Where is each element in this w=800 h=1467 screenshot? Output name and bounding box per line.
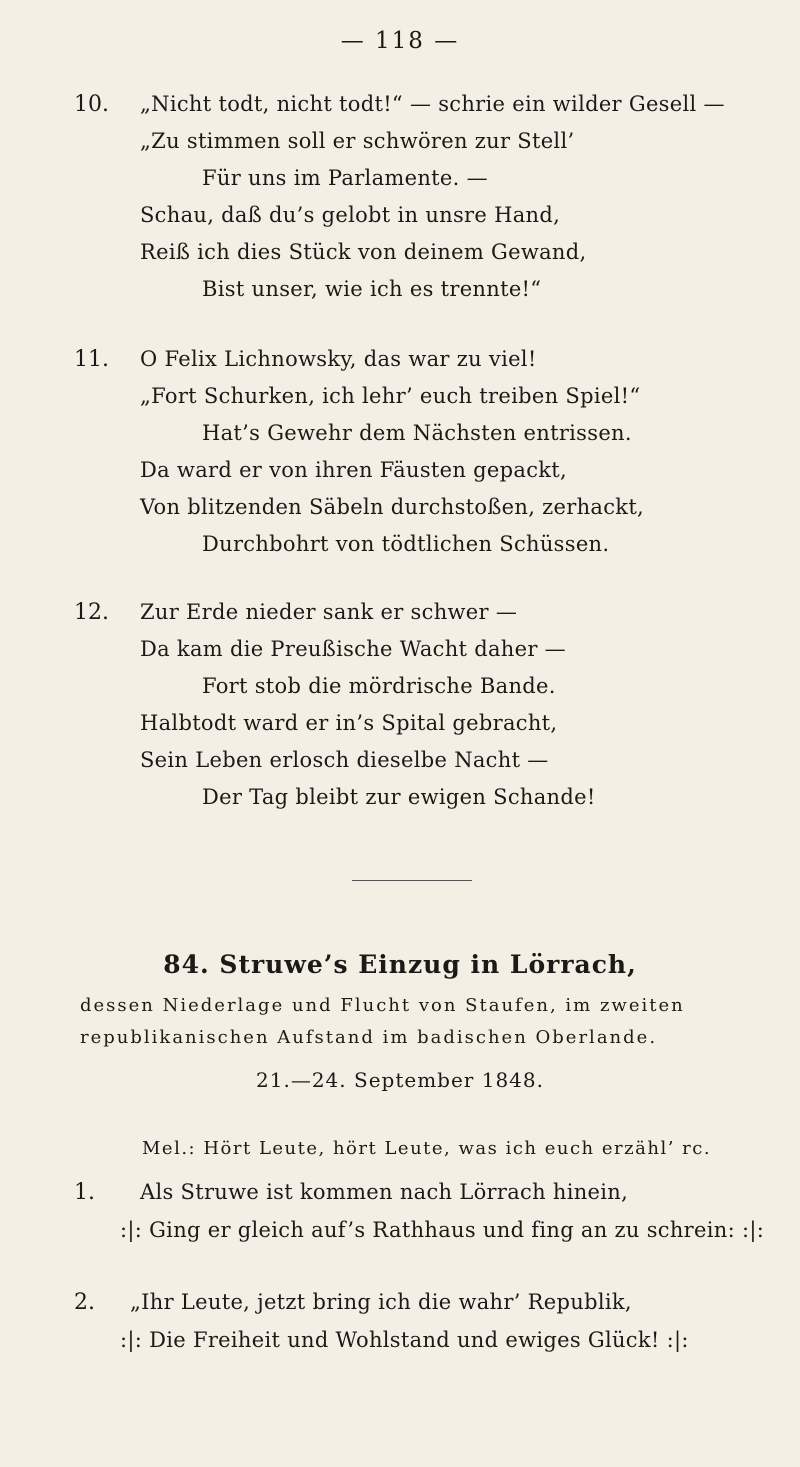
verse-number: 2. [74, 1290, 95, 1315]
section-divider [352, 880, 472, 881]
verse-number: 1. [74, 1180, 95, 1205]
verse-line: Zur Erde nieder sank er schwer — [140, 600, 518, 624]
verse-line: Halbtodt ward er in’s Spital gebracht, [140, 711, 558, 735]
verse-line: Da ward er von ihren Fäusten gepackt, [140, 458, 568, 482]
verse-line: :|: Die Freiheit und Wohlstand und ewiges Glück! :|: [120, 1328, 689, 1352]
verse-line: O Felix Lichnowsky, das war zu viel! [140, 347, 537, 371]
verse-line: :|: Ging er gleich auf’s Rathhaus und fing an zu schrein: :|: [120, 1218, 765, 1242]
verse-line: „Zu stimmen soll er schwören zur Stell’ [140, 129, 575, 153]
stanza-number: 12. [74, 600, 109, 625]
song-title: 84. Struwe’s Einzug in Lörrach, [163, 950, 637, 979]
verse-line: Von blitzenden Säbeln durchstoßen, zerhackt, [140, 495, 645, 519]
song-subtitle: republikanischen Aufstand im badischen Oberlande. [80, 1027, 658, 1048]
verse-line: Der Tag bleibt zur ewigen Schande! [202, 785, 596, 809]
song-date: 21.—24. September 1848. [256, 1068, 544, 1092]
page-number: — 118 — [340, 28, 460, 54]
verse-line: Schau, daß du’s gelobt in unsre Hand, [140, 203, 561, 227]
song-subtitle: dessen Niederlage und Flucht von Staufen, im zweiten [80, 995, 685, 1016]
melody-note: Mel.: Hört Leute, hört Leute, was ich euch erzähl’ rc. [142, 1138, 712, 1159]
verse-line: Da kam die Preußische Wacht daher — [140, 637, 566, 661]
stanza-number: 10. [74, 92, 109, 117]
verse-line: „Fort Schurken, ich lehr’ euch treiben Spiel!“ [140, 384, 641, 408]
verse-line: Für uns im Parlamente. — [202, 166, 488, 190]
verse-line: „Ihr Leute, jetzt bring ich die wahr’ Republik, [130, 1290, 632, 1314]
verse-line: Reiß ich dies Stück von deinem Gewand, [140, 240, 587, 264]
stanza-number: 11. [74, 347, 109, 372]
verse-line: Fort stob die mördrische Bande. [202, 674, 556, 698]
verse-line: Hat’s Gewehr dem Nächsten entrissen. [202, 421, 632, 445]
verse-line: Durchbohrt von tödtlichen Schüssen. [202, 532, 610, 556]
verse-line: „Nicht todt, nicht todt!“ — schrie ein wilder Gesell — [140, 92, 725, 116]
verse-line: Sein Leben erlosch dieselbe Nacht — [140, 748, 549, 772]
verse-line: Bist unser, wie ich es trennte!“ [202, 277, 542, 301]
verse-line: Als Struwe ist kommen nach Lörrach hinein, [140, 1180, 629, 1204]
